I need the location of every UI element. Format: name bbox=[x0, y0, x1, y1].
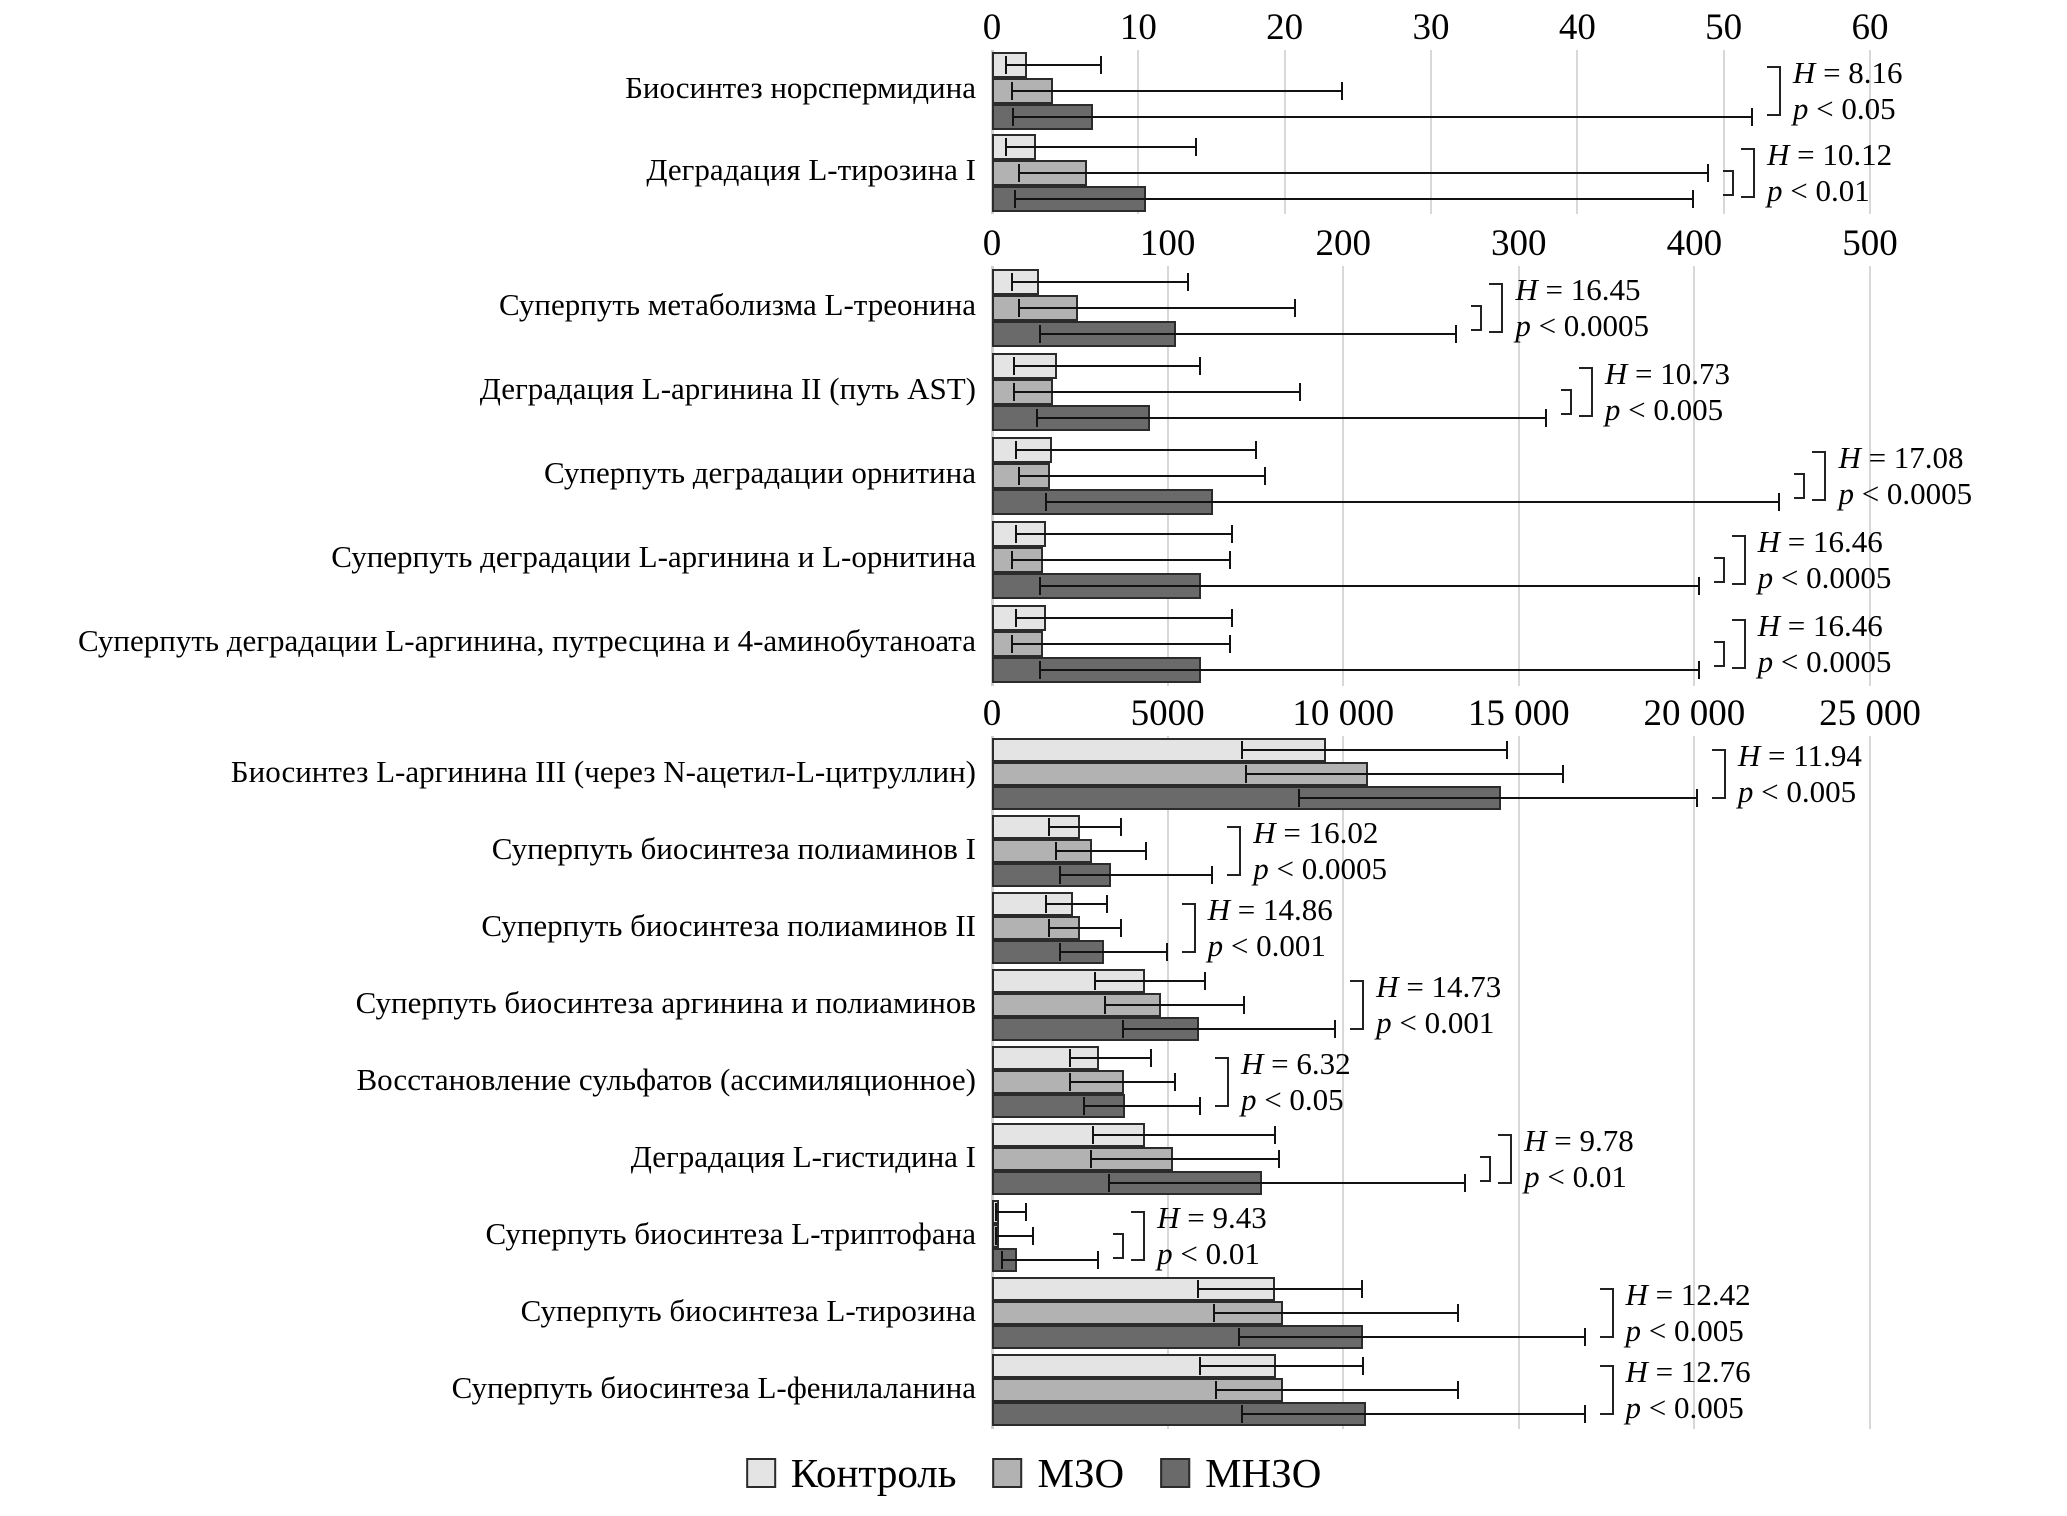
category-label: Суперпуть деградации L-аргинина и L-орнитина bbox=[331, 539, 976, 574]
error-bar-cap bbox=[995, 1203, 997, 1221]
significance-annotation bbox=[1561, 356, 1731, 427]
error-bar bbox=[1059, 951, 1168, 953]
error-bar-cap bbox=[1211, 866, 1213, 884]
error-bar bbox=[1014, 198, 1694, 200]
bracket bbox=[1712, 749, 1726, 799]
significance-annotation bbox=[1600, 1277, 1751, 1348]
error-bar-cap bbox=[1241, 741, 1243, 759]
error-bar-cap bbox=[1011, 82, 1013, 100]
stat-line: p < 0.01 bbox=[1524, 1159, 1627, 1194]
category-label: Деградация L-тирозина I bbox=[646, 152, 976, 187]
bracket bbox=[1741, 148, 1755, 198]
gridline bbox=[1693, 266, 1695, 686]
legend-swatch-mnzo-icon bbox=[1160, 1458, 1190, 1488]
axis-tick-label: 500 bbox=[1842, 223, 1898, 264]
stat-line: p < 0.0005 bbox=[1757, 644, 1892, 679]
error-bar-cap bbox=[1696, 789, 1698, 807]
stat-annotation-text bbox=[1605, 356, 1730, 427]
stat-annotation-text bbox=[1524, 1123, 1634, 1194]
error-bar-cap bbox=[1048, 919, 1050, 937]
error-bar bbox=[1298, 797, 1698, 799]
stat-annotation-text bbox=[1157, 1200, 1267, 1271]
error-bar bbox=[1039, 585, 1699, 587]
gridline bbox=[1869, 736, 1871, 1429]
error-bar bbox=[1241, 749, 1508, 751]
stat-annotation-text bbox=[1758, 608, 1892, 679]
category-label: Суперпуть деградации орнитина bbox=[543, 455, 976, 490]
error-bar-cap bbox=[1015, 609, 1017, 627]
error-bar-cap bbox=[1692, 190, 1694, 208]
error-bar bbox=[1069, 1081, 1176, 1083]
stat-line: H = 10.73 bbox=[1604, 356, 1731, 392]
stat-annotation-text bbox=[1793, 55, 1903, 126]
stat-annotation-text bbox=[1208, 892, 1333, 963]
error-bar-cap bbox=[1298, 789, 1300, 807]
error-bar-cap bbox=[1083, 1097, 1085, 1115]
stat-line: H = 16.46 bbox=[1757, 608, 1883, 644]
error-bar-cap bbox=[1199, 357, 1201, 375]
stat-line: H = 16.02 bbox=[1253, 815, 1379, 851]
stat-line: p < 0.01 bbox=[1157, 1236, 1260, 1271]
legend-label-mnzo: МНЗО bbox=[1205, 1450, 1322, 1496]
category-label: Деградация L-аргинина II (путь AST) bbox=[479, 371, 976, 406]
error-bar-cap bbox=[1545, 409, 1547, 427]
legend-label-mzo: МЗО bbox=[1037, 1450, 1125, 1496]
significance-annotation bbox=[1714, 524, 1892, 595]
axis-tick-label: 30 bbox=[1412, 7, 1450, 48]
bracket-inner bbox=[1714, 557, 1725, 583]
error-bar-cap bbox=[1229, 551, 1231, 569]
category-label: Суперпуть биосинтеза полиаминов I bbox=[491, 830, 976, 866]
error-bar-cap bbox=[1278, 1150, 1280, 1168]
legend-swatch-control-icon bbox=[746, 1458, 776, 1488]
axis-tick-label: 0 bbox=[982, 7, 1002, 48]
error-bar-cap bbox=[1001, 1251, 1003, 1269]
significance-annotation bbox=[1227, 815, 1387, 886]
error-bar-cap bbox=[1094, 972, 1096, 990]
axis-tick-label: 10 000 bbox=[1292, 693, 1395, 734]
error-bar-cap bbox=[1187, 273, 1189, 291]
bracket-inner bbox=[1113, 1233, 1124, 1259]
significance-annotation bbox=[1215, 1046, 1351, 1117]
error-bar bbox=[1104, 1004, 1244, 1006]
axis-tick-label: 20 bbox=[1266, 7, 1304, 48]
bracket bbox=[1732, 535, 1746, 585]
error-bar-cap bbox=[1174, 1073, 1176, 1091]
error-bar-cap bbox=[1104, 996, 1106, 1014]
error-bar-cap bbox=[1229, 635, 1231, 653]
error-bar-cap bbox=[1299, 383, 1301, 401]
category-label: Деградация L-гистидина I bbox=[630, 1138, 976, 1174]
axis-tick-label: 200 bbox=[1315, 223, 1371, 264]
gridline bbox=[1430, 50, 1432, 214]
bracket bbox=[1767, 66, 1781, 116]
error-bar-cap bbox=[1122, 1020, 1124, 1038]
error-bar-cap bbox=[1145, 842, 1147, 860]
error-bar-cap bbox=[1457, 1381, 1459, 1399]
bracket bbox=[1131, 1211, 1145, 1261]
error-bar bbox=[1199, 1365, 1364, 1367]
error-bar-cap bbox=[1294, 299, 1296, 317]
error-bar-cap bbox=[1150, 1049, 1152, 1067]
stat-line: p < 0.005 bbox=[1604, 392, 1724, 427]
legend-item-mnzo bbox=[1160, 1449, 1321, 1497]
bracket bbox=[1182, 903, 1196, 953]
stat-annotation-text bbox=[1253, 815, 1387, 886]
error-bar bbox=[1015, 533, 1233, 535]
error-bar-cap bbox=[1005, 56, 1007, 74]
error-bar-cap bbox=[1013, 357, 1015, 375]
stat-line: H = 11.94 bbox=[1737, 738, 1862, 774]
error-bar-cap bbox=[1245, 765, 1247, 783]
error-bar-cap bbox=[1506, 741, 1508, 759]
stat-annotation-text bbox=[1838, 440, 1972, 511]
error-bar-cap bbox=[1092, 1126, 1094, 1144]
stat-line: p < 0.05 bbox=[1240, 1082, 1344, 1117]
error-bar-cap bbox=[1039, 325, 1041, 343]
error-bar bbox=[1055, 850, 1146, 852]
error-bar bbox=[1011, 90, 1343, 92]
axis-tick-label: 50 bbox=[1705, 7, 1743, 48]
error-bar bbox=[1069, 1057, 1152, 1059]
error-bar bbox=[1039, 669, 1699, 671]
axis-tick-label: 20 000 bbox=[1643, 693, 1746, 734]
axis-tick-label: 300 bbox=[1491, 223, 1547, 264]
error-bar bbox=[1039, 333, 1457, 335]
stat-line: p < 0.0005 bbox=[1838, 476, 1973, 511]
error-bar-cap bbox=[1048, 818, 1050, 836]
error-bar bbox=[1012, 116, 1752, 118]
error-bar bbox=[1018, 172, 1709, 174]
stat-annotation-text bbox=[1767, 137, 1892, 208]
error-bar bbox=[1005, 64, 1102, 66]
legend-swatch-mzo-icon bbox=[992, 1458, 1022, 1488]
stat-line: H = 16.45 bbox=[1515, 272, 1641, 308]
chart-panel bbox=[0, 692, 2067, 1429]
error-bar-cap bbox=[1069, 1049, 1071, 1067]
category-label: Суперпуть деградации L-аргинина, путресцина и 4-аминобутаноата bbox=[77, 623, 976, 658]
error-bar bbox=[1083, 1105, 1201, 1107]
error-bar bbox=[995, 1235, 1034, 1237]
error-bar-cap bbox=[1069, 1073, 1071, 1091]
stat-line: H = 9.78 bbox=[1524, 1123, 1634, 1159]
chart-panel bbox=[0, 222, 2067, 686]
significance-annotation bbox=[1182, 892, 1333, 963]
significance-annotation bbox=[1712, 738, 1862, 809]
category-label: Суперпуть биосинтеза L-триптофана bbox=[485, 1215, 976, 1251]
error-bar-cap bbox=[1698, 661, 1700, 679]
error-bar-cap bbox=[1120, 818, 1122, 836]
stat-line: H = 9.43 bbox=[1157, 1200, 1267, 1236]
error-bar bbox=[995, 1211, 1027, 1213]
axis-tick-label: 0 bbox=[982, 693, 1002, 734]
significance-annotation bbox=[1794, 440, 1973, 511]
legend-item-mzo bbox=[992, 1449, 1124, 1497]
error-bar-cap bbox=[1005, 138, 1007, 156]
axis-tick-label: 10 bbox=[1119, 7, 1157, 48]
stat-line: H = 16.46 bbox=[1757, 524, 1883, 560]
stat-line: H = 14.86 bbox=[1207, 892, 1333, 928]
error-bar bbox=[1090, 1158, 1280, 1160]
error-bar-cap bbox=[1707, 164, 1709, 182]
bracket-inner bbox=[1480, 1156, 1491, 1182]
bracket bbox=[1350, 980, 1364, 1030]
stat-line: p < 0.005 bbox=[1625, 1313, 1744, 1348]
error-bar bbox=[1013, 365, 1201, 367]
significance-annotation bbox=[1350, 969, 1502, 1040]
error-bar-cap bbox=[1199, 1097, 1201, 1115]
axis-tick-label: 40 bbox=[1558, 7, 1596, 48]
bracket bbox=[1489, 283, 1503, 333]
stat-line: p < 0.0005 bbox=[1515, 308, 1650, 343]
stat-annotation-text bbox=[1376, 969, 1501, 1040]
error-bar-cap bbox=[1166, 943, 1168, 961]
error-bar bbox=[1215, 1389, 1459, 1391]
error-bar bbox=[1005, 146, 1197, 148]
stat-line: p < 0.005 bbox=[1737, 774, 1857, 809]
error-bar bbox=[1011, 559, 1231, 561]
error-bar-cap bbox=[1464, 1174, 1466, 1192]
error-bar-cap bbox=[1100, 56, 1102, 74]
stat-annotation-text bbox=[1738, 738, 1862, 809]
axis-tick-label: 25 000 bbox=[1819, 693, 1921, 734]
stat-line: H = 8.16 bbox=[1792, 55, 1903, 91]
error-bar-cap bbox=[1120, 919, 1122, 937]
error-bar-cap bbox=[1231, 609, 1233, 627]
bracket-inner bbox=[1723, 170, 1734, 196]
error-bar-cap bbox=[1243, 996, 1245, 1014]
gridline bbox=[1284, 50, 1286, 214]
error-bar-cap bbox=[1334, 1020, 1336, 1038]
significance-annotation bbox=[1767, 55, 1903, 126]
stat-line: p < 0.0005 bbox=[1253, 851, 1387, 886]
error-bar bbox=[1045, 903, 1108, 905]
error-bar bbox=[1048, 927, 1122, 929]
error-bar bbox=[1245, 773, 1565, 775]
error-bar-cap bbox=[1751, 108, 1753, 126]
stat-line: H = 12.76 bbox=[1625, 1354, 1751, 1390]
gridline bbox=[1576, 50, 1578, 214]
stat-annotation-text bbox=[1241, 1046, 1351, 1117]
error-bar-cap bbox=[1698, 577, 1700, 595]
error-bar-cap bbox=[1090, 1150, 1092, 1168]
error-bar bbox=[1092, 1134, 1276, 1136]
error-bar-cap bbox=[1013, 383, 1015, 401]
error-bar-cap bbox=[1195, 138, 1197, 156]
error-bar-cap bbox=[1197, 1280, 1199, 1298]
axis-tick-label: 0 bbox=[982, 223, 1002, 264]
error-bar bbox=[1013, 391, 1301, 393]
error-bar bbox=[1015, 617, 1233, 619]
error-bar-cap bbox=[1274, 1126, 1276, 1144]
stat-line: H = 14.73 bbox=[1376, 969, 1502, 1005]
significance-annotation bbox=[1113, 1200, 1267, 1271]
error-bar-cap bbox=[1015, 441, 1017, 459]
error-bar-cap bbox=[1231, 525, 1233, 543]
error-bar bbox=[1001, 1259, 1099, 1261]
stat-line: p < 0.05 bbox=[1792, 91, 1896, 126]
stat-line: p < 0.001 bbox=[1207, 928, 1326, 963]
bracket bbox=[1812, 451, 1826, 501]
error-bar bbox=[1018, 307, 1295, 309]
legend bbox=[746, 1449, 1322, 1497]
error-bar-cap bbox=[1204, 972, 1206, 990]
error-bar-cap bbox=[1362, 1357, 1364, 1375]
error-bar-cap bbox=[1215, 1381, 1217, 1399]
stat-line: H = 6.32 bbox=[1240, 1046, 1351, 1082]
axis-tick-label: 400 bbox=[1666, 223, 1723, 264]
bracket bbox=[1498, 1134, 1512, 1184]
error-bar bbox=[1108, 1182, 1466, 1184]
error-bar-cap bbox=[1255, 441, 1257, 459]
error-bar bbox=[1011, 281, 1188, 283]
error-bar-cap bbox=[1011, 551, 1013, 569]
category-label: Суперпуть биосинтеза полиаминов II bbox=[481, 907, 976, 943]
error-bar bbox=[1045, 501, 1781, 503]
stat-annotation-text bbox=[1626, 1277, 1751, 1348]
stat-line: p < 0.01 bbox=[1767, 173, 1870, 208]
error-bar-cap bbox=[1108, 1174, 1110, 1192]
bracket bbox=[1600, 1288, 1614, 1338]
axis-tick-label: 15 000 bbox=[1467, 693, 1570, 734]
error-bar-cap bbox=[1341, 82, 1343, 100]
error-bar-cap bbox=[1241, 1405, 1243, 1423]
error-bar-cap bbox=[1264, 467, 1266, 485]
error-bar-cap bbox=[1036, 409, 1038, 427]
significance-annotation bbox=[1480, 1123, 1634, 1194]
error-bar-cap bbox=[1457, 1304, 1459, 1322]
error-bar-cap bbox=[1011, 273, 1013, 291]
error-bar-cap bbox=[1238, 1328, 1240, 1346]
error-bar-cap bbox=[1015, 525, 1017, 543]
error-bar-cap bbox=[1018, 467, 1020, 485]
error-bar bbox=[1015, 449, 1257, 451]
error-bar bbox=[1059, 874, 1214, 876]
significance-annotation bbox=[1723, 137, 1893, 208]
significance-annotation bbox=[1471, 272, 1650, 343]
error-bar-cap bbox=[1011, 635, 1013, 653]
error-bar-cap bbox=[1106, 895, 1108, 913]
error-bar-cap bbox=[1361, 1280, 1363, 1298]
stat-line: H = 17.08 bbox=[1838, 440, 1964, 476]
bracket-inner bbox=[1471, 305, 1482, 331]
error-bar bbox=[1094, 980, 1206, 982]
bracket bbox=[1227, 826, 1241, 876]
significance-annotation bbox=[1714, 608, 1892, 679]
gridline bbox=[1342, 266, 1344, 686]
category-label: Восстановление сульфатов (ассимиляционное) bbox=[356, 1061, 976, 1097]
error-bar-cap bbox=[1045, 895, 1047, 913]
stat-annotation-text bbox=[1758, 524, 1892, 595]
axis-tick-label: 5000 bbox=[1130, 693, 1205, 734]
error-bar bbox=[1197, 1288, 1362, 1290]
error-bar-cap bbox=[1199, 1357, 1201, 1375]
error-bar-cap bbox=[1018, 164, 1020, 182]
error-bar-cap bbox=[1584, 1328, 1586, 1346]
error-bar-cap bbox=[1025, 1203, 1027, 1221]
stat-line: p < 0.0005 bbox=[1757, 560, 1892, 595]
bracket bbox=[1600, 1365, 1614, 1415]
significance-annotation bbox=[1600, 1354, 1751, 1425]
error-bar bbox=[1241, 1413, 1585, 1415]
bracket bbox=[1732, 619, 1746, 669]
category-label: Биосинтез L-аргинина III (через N-ацетил-L-цитруллин) bbox=[230, 753, 976, 789]
bracket bbox=[1215, 1057, 1229, 1107]
error-bar-cap bbox=[1039, 577, 1041, 595]
error-bar bbox=[1048, 826, 1122, 828]
error-bar-cap bbox=[1055, 842, 1057, 860]
error-bar-cap bbox=[1059, 866, 1061, 884]
category-label: Биосинтез норспермидина bbox=[625, 70, 976, 105]
stat-annotation-text bbox=[1515, 272, 1649, 343]
legend-item-control bbox=[746, 1449, 957, 1497]
category-label: Суперпуть биосинтеза L-тирозина bbox=[520, 1292, 976, 1328]
error-bar-cap bbox=[1018, 299, 1020, 317]
error-bar bbox=[1018, 475, 1266, 477]
bracket-inner bbox=[1714, 641, 1725, 667]
gridline bbox=[1518, 736, 1520, 1429]
bracket bbox=[1579, 367, 1593, 417]
error-bar-cap bbox=[1213, 1304, 1215, 1322]
error-bar-cap bbox=[1097, 1251, 1099, 1269]
error-bar-cap bbox=[1584, 1405, 1586, 1423]
category-label: Суперпуть биосинтеза аргинина и полиаминов bbox=[355, 984, 976, 1020]
bracket-inner bbox=[1561, 389, 1572, 415]
error-bar bbox=[1238, 1336, 1586, 1338]
error-bar bbox=[1011, 643, 1231, 645]
stat-line: H = 10.12 bbox=[1767, 137, 1893, 173]
stat-line: H = 12.42 bbox=[1625, 1277, 1751, 1313]
stat-line: p < 0.005 bbox=[1625, 1390, 1744, 1425]
error-bar-cap bbox=[1012, 108, 1014, 126]
error-bar-cap bbox=[1455, 325, 1457, 343]
error-bar bbox=[1122, 1028, 1336, 1030]
chart-panel bbox=[0, 6, 2067, 214]
error-bar-cap bbox=[1014, 190, 1016, 208]
error-bar bbox=[1036, 417, 1547, 419]
axis-tick-label: 60 bbox=[1851, 7, 1889, 48]
axis-tick-label: 100 bbox=[1139, 223, 1196, 264]
stat-line: p < 0.001 bbox=[1376, 1005, 1495, 1040]
error-bar-cap bbox=[1032, 1227, 1034, 1245]
error-bar bbox=[1213, 1312, 1459, 1314]
error-bar-cap bbox=[1045, 493, 1047, 511]
category-label: Суперпуть биосинтеза L-фенилаланина bbox=[451, 1369, 976, 1405]
bracket-inner bbox=[1794, 473, 1805, 499]
error-bar-cap bbox=[995, 1227, 997, 1245]
error-bar-cap bbox=[1778, 493, 1780, 511]
legend-label-control: Контроль bbox=[790, 1450, 957, 1496]
error-bar-cap bbox=[1059, 943, 1061, 961]
category-label: Суперпуть метаболизма L-треонина bbox=[499, 287, 976, 322]
stat-annotation-text bbox=[1626, 1354, 1751, 1425]
error-bar-cap bbox=[1562, 765, 1564, 783]
error-bar-cap bbox=[1039, 661, 1041, 679]
